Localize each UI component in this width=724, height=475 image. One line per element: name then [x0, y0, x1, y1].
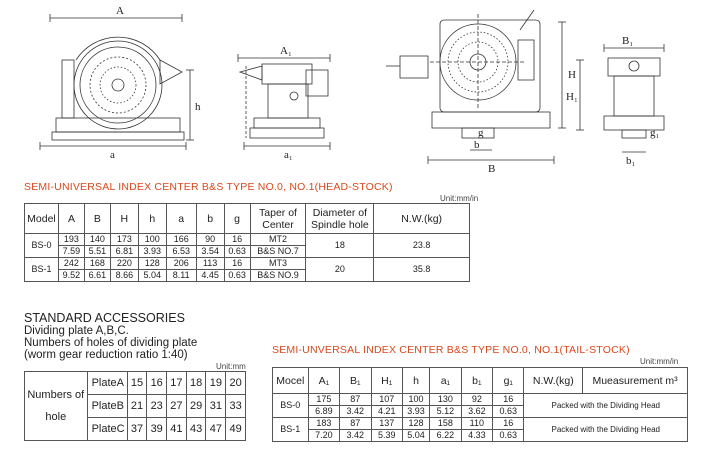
value-in: 3.62 — [461, 406, 492, 418]
header-cell: b — [196, 204, 224, 234]
value-in: 5.12 — [430, 406, 461, 418]
hole-count: 41 — [167, 418, 187, 441]
value-mm: 16 — [493, 418, 524, 430]
value-in: 3.93 — [138, 246, 166, 258]
value-in: 4.21 — [371, 406, 402, 418]
dim-label-g1: g₁ — [650, 127, 660, 139]
value-in: 0.63 — [493, 406, 524, 418]
value-in: 4.45 — [196, 270, 224, 282]
header-cell: g — [224, 204, 250, 234]
value-mm: 16 — [224, 234, 250, 246]
hole-count: 49 — [226, 418, 246, 441]
hole-count: 47 — [206, 418, 226, 441]
value-in: 6.89 — [308, 406, 339, 418]
value-in: 0.63 — [224, 270, 250, 282]
value-in: 3.42 — [340, 406, 371, 418]
value-in: 0.63 — [493, 430, 524, 442]
value-mm: 175 — [308, 394, 339, 406]
header-cell: g₁ — [493, 368, 524, 394]
plate-name: PlateB — [87, 395, 127, 418]
hole-count: 20 — [226, 372, 246, 395]
nw-cell: 35.8 — [374, 258, 470, 282]
value-mm: 128 — [402, 418, 429, 430]
value-mm: 183 — [308, 418, 339, 430]
value-in: 4.33 — [461, 430, 492, 442]
table-row — [273, 418, 688, 430]
accessories-line-3: (worm gear reduction ratio 1:40) — [24, 349, 188, 361]
value-in: 3.93 — [402, 406, 429, 418]
value-in: 0.63 — [224, 246, 250, 258]
hole-count: 31 — [206, 395, 226, 418]
header-cell: H₁ — [371, 368, 402, 394]
table-row — [25, 234, 470, 246]
plate-name: PlateA — [87, 372, 127, 395]
dim-label-B1: B₁ — [622, 35, 634, 47]
value-mm: 87 — [340, 394, 371, 406]
hole-count: 33 — [226, 395, 246, 418]
dim-label-A: A — [116, 5, 124, 17]
value-mm: 242 — [58, 258, 84, 270]
value-mm: 166 — [166, 234, 196, 246]
tail-stock-unit: Unit:mm/in — [640, 357, 679, 366]
row-label: Numbers of hole — [25, 372, 88, 441]
hole-count: 27 — [167, 395, 187, 418]
value-mm: 173 — [110, 234, 138, 246]
value-in: 7.59 — [58, 246, 84, 258]
header-cell: Mocel — [273, 368, 309, 394]
accessories-line-2: Numbers of holes of dividing plate — [24, 337, 198, 349]
tail-stock-table — [272, 367, 688, 442]
packing-note: Packed with the Dividing Head — [524, 418, 688, 442]
dim-label-B: B — [488, 163, 496, 175]
header-cell: a₁ — [430, 368, 461, 394]
dim-label-b: b — [474, 139, 480, 151]
model-cell: BS-1 — [273, 418, 309, 442]
value-mm: 16 — [493, 394, 524, 406]
model-cell: BS-0 — [25, 234, 59, 258]
head-stock-unit: Unit:mm/in — [440, 194, 479, 203]
value-mm: 206 — [166, 258, 196, 270]
value-in: 8.11 — [166, 270, 196, 282]
model-cell: BS-0 — [273, 394, 309, 418]
hole-count: 18 — [186, 372, 206, 395]
hole-count: 21 — [127, 395, 147, 418]
value-mm: 128 — [138, 258, 166, 270]
header-cell: Model — [25, 204, 59, 234]
value-in: 6.61 — [84, 270, 110, 282]
dim-label-a: a — [110, 149, 115, 161]
header-cell: h — [138, 204, 166, 234]
tail-stock-header-row — [273, 368, 688, 394]
value-mm: 92 — [461, 394, 492, 406]
hole-count: 37 — [127, 418, 147, 441]
header-cell: B₁ — [340, 368, 371, 394]
value-mm: 110 — [461, 418, 492, 430]
tailstock-side-drawing — [238, 54, 330, 150]
value-mm: 100 — [402, 394, 429, 406]
value-in: 5.04 — [402, 430, 429, 442]
header-cell: N.W.(kg) — [524, 368, 583, 394]
diameter-cell: 18 — [306, 234, 374, 258]
dim-label-b1: b₁ — [626, 155, 636, 167]
headstock-side-drawing — [40, 14, 194, 150]
header-cell: h — [402, 368, 429, 394]
hole-count: 23 — [147, 395, 167, 418]
value-mm: 107 — [371, 394, 402, 406]
table-row — [273, 394, 688, 406]
value-in: 6.22 — [430, 430, 461, 442]
value-mm: 140 — [84, 234, 110, 246]
header-cell: Taper of Center — [250, 204, 306, 234]
header-cell: b₁ — [461, 368, 492, 394]
value-in: 9.52 — [58, 270, 84, 282]
value-in: 5.04 — [138, 270, 166, 282]
packing-note: Packed with the Dividing Head — [524, 394, 688, 418]
hole-count: 43 — [186, 418, 206, 441]
taper-bottom: B&S NO.9 — [250, 270, 306, 282]
header-cell: a — [166, 204, 196, 234]
dim-label-A1: A₁ — [280, 45, 292, 57]
hole-count: 17 — [167, 372, 187, 395]
taper-top: MT2 — [250, 234, 306, 246]
nw-cell: 23.8 — [374, 234, 470, 258]
value-in: 6.53 — [166, 246, 196, 258]
hole-count: 15 — [127, 372, 147, 395]
value-mm: 90 — [196, 234, 224, 246]
value-in: 3.54 — [196, 246, 224, 258]
plate-name: PlateC — [87, 418, 127, 441]
head-stock-header-row — [25, 204, 470, 234]
value-in: 3.42 — [340, 430, 371, 442]
value-in: 8.66 — [110, 270, 138, 282]
value-mm: 168 — [84, 258, 110, 270]
value-in: 5.39 — [371, 430, 402, 442]
value-mm: 193 — [58, 234, 84, 246]
header-cell: N.W.(kg) — [374, 204, 470, 234]
header-cell: Mueasurement m³ — [583, 368, 688, 394]
dim-label-H: H — [568, 69, 576, 81]
plate-row — [25, 372, 246, 395]
header-cell: B — [84, 204, 110, 234]
header-cell: A — [58, 204, 84, 234]
value-in: 7.20 — [308, 430, 339, 442]
dim-label-h: h — [195, 101, 201, 113]
accessories-line-1: Dividing plate A,B,C. — [24, 325, 129, 337]
value-mm: 113 — [196, 258, 224, 270]
value-mm: 100 — [138, 234, 166, 246]
value-mm: 137 — [371, 418, 402, 430]
taper-bottom: B&S NO.7 — [250, 246, 306, 258]
hole-count: 29 — [186, 395, 206, 418]
value-mm: 130 — [430, 394, 461, 406]
hole-count: 39 — [147, 418, 167, 441]
value-in: 5.51 — [84, 246, 110, 258]
head-stock-title: SEMI-UNIVERSAL INDEX CENTER B&S TYPE NO.0, NO.1(HEAD-STOCK) — [24, 181, 393, 193]
value-mm: 220 — [110, 258, 138, 270]
accessories-unit: Unit:mm — [216, 362, 246, 371]
dim-label-H1: H₁ — [566, 91, 578, 103]
hole-count: 19 — [206, 372, 226, 395]
model-cell: BS-1 — [25, 258, 59, 282]
value-mm: 16 — [224, 258, 250, 270]
value-mm: 158 — [430, 418, 461, 430]
header-cell: A₁ — [308, 368, 339, 394]
value-mm: 87 — [340, 418, 371, 430]
hole-count: 16 — [147, 372, 167, 395]
value-in: 6.81 — [110, 246, 138, 258]
table-row — [25, 258, 470, 270]
dividing-plate-table — [24, 371, 246, 441]
dim-label-a1: a₁ — [284, 149, 293, 161]
technical-drawings — [0, 0, 724, 175]
header-cell: Diameter of Spindle hole — [306, 204, 374, 234]
tail-stock-title: SEMI-UNVERSAL INDEX CENTER B&S TYPE NO.0, NO.1(TAIL-STOCK) — [272, 344, 630, 356]
head-stock-table — [24, 203, 470, 282]
diameter-cell: 20 — [306, 258, 374, 282]
header-cell: H — [110, 204, 138, 234]
taper-top: MT3 — [250, 258, 306, 270]
dim-label-g: g — [478, 127, 484, 139]
accessories-title: STANDARD ACCESSORIES — [24, 311, 185, 325]
